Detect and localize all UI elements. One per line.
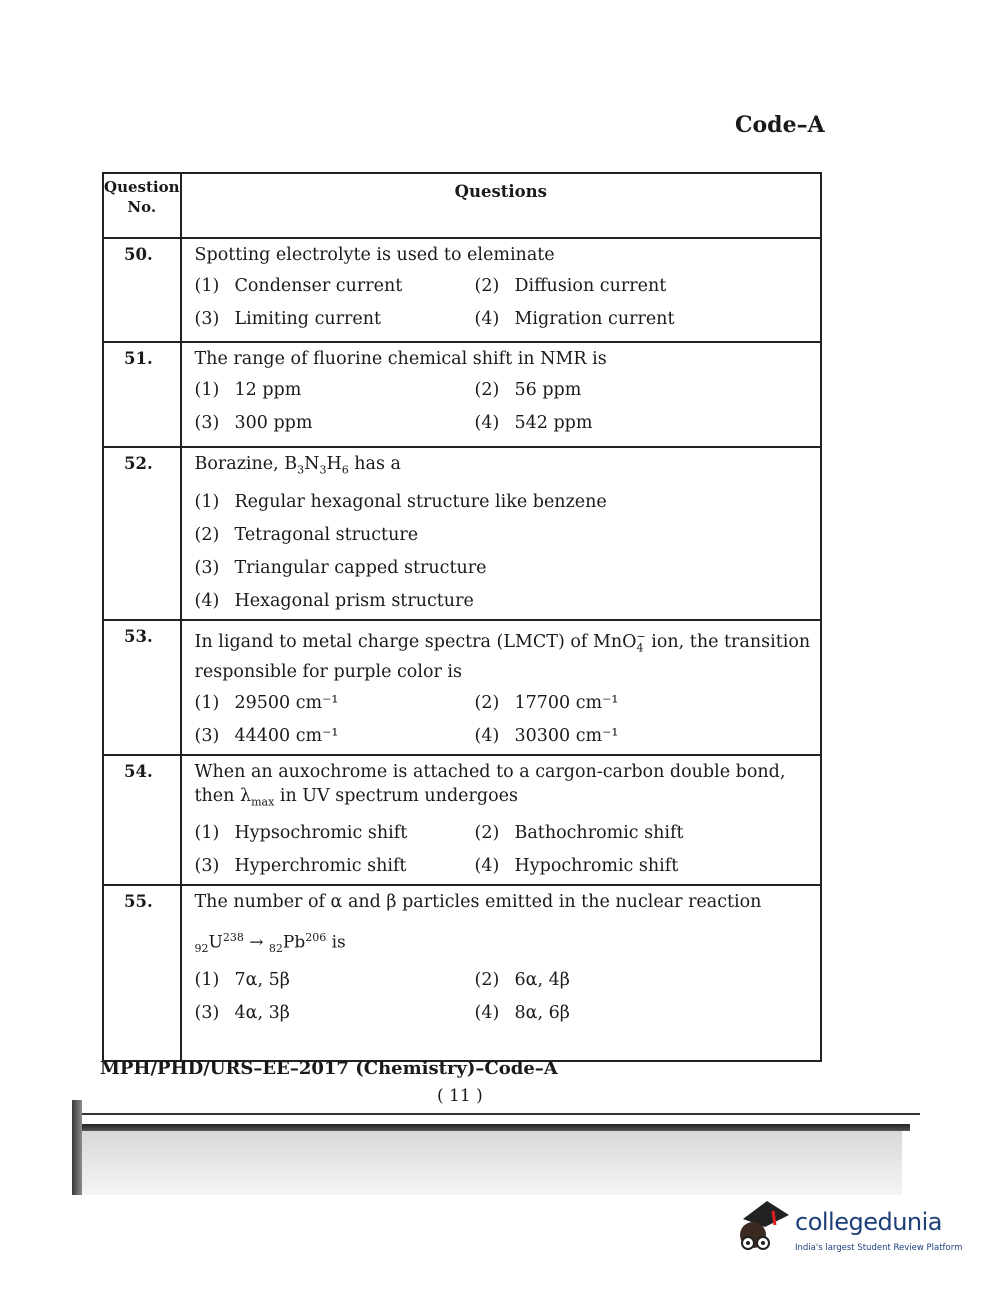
options-grid [195,274,817,331]
options-grid [195,378,817,435]
options-grid [195,968,817,1025]
question-row [103,885,821,1061]
formula-subscript: 3 [319,463,327,477]
option-number: (4) [474,1003,500,1024]
option-number: (1) [194,970,220,991]
option-text: Hypochromic shift [514,856,679,877]
question-stem: The range of fluorine chemical shift in NMR is [194,349,607,369]
question-stem: The number of α and β particles emitted in the nuclear reaction [194,892,762,913]
option-number: (4) [474,413,500,433]
question-number: 55. [103,885,181,1061]
question-body [181,620,822,755]
option-text: 300 ppm [234,413,313,433]
option [475,854,817,878]
option-text: Condenser current [234,276,403,296]
question-stem [195,452,817,483]
option-text: 29500 cm⁻¹ [234,692,339,713]
table-header-row [103,173,821,238]
option [195,411,475,435]
question-stem: Spotting electrolyte is used to eleminate [194,245,555,265]
questions-table [102,172,822,1062]
reaction-tail: is [331,932,346,953]
option [195,274,475,298]
option-number: (4) [474,309,500,329]
option [195,523,817,547]
question-row [103,620,821,755]
question-body [181,755,822,886]
lambda-subscript: max [251,795,275,809]
question-number: 54. [103,755,181,886]
scan-edge-line [80,1113,920,1115]
option-text: Triangular capped structure [234,557,487,578]
option-text: 4α, 3β [234,1003,290,1024]
option [195,556,817,580]
option [195,821,475,845]
mass-number: 206 [305,931,327,945]
option-text: Bathochromic shift [514,823,684,844]
formula-subscript: 6 [341,463,349,477]
option-text: Hyperchromic shift [234,856,407,877]
option-number: (1) [194,823,220,844]
question-row [103,342,821,447]
option [195,589,817,613]
options-list [195,490,817,613]
element-symbol: Pb [282,932,306,953]
atomic-number: 82 [268,942,283,956]
formula-element: H [326,454,342,474]
option-number: (1) [194,491,220,512]
question-number: 53. [103,620,181,755]
stem-suffix: has a [348,454,401,474]
option-number: (2) [194,524,220,545]
formula-element: N [304,454,320,474]
option-text: 44400 cm⁻¹ [234,725,339,746]
option-number: (3) [194,725,220,746]
option-number: (1) [194,276,220,296]
scan-left-edge [72,1100,82,1195]
option [475,724,817,748]
option [195,378,475,402]
formula-element: B [284,454,298,474]
logo-tagline: India's largest Student Review Platform [795,1243,963,1253]
option-number: (1) [194,692,220,713]
question-number: 52. [103,447,181,620]
option-number: (2) [474,276,500,296]
option-number: (3) [194,1003,220,1024]
option-number: (4) [194,590,220,611]
atomic-number: 92 [194,942,209,956]
option [195,724,475,748]
option-text: Diffusion current [514,276,667,296]
options-grid [195,691,817,748]
option-number: (2) [474,692,500,713]
paper-code: Code–A [735,112,825,138]
collegedunia-logo[interactable] [735,1195,963,1265]
questions-header: Questions [181,173,822,238]
question-number: 50. [103,238,181,342]
stem-suffix: ion, the transition responsible for purple color is [194,631,811,682]
question-no-header-line1: Question [104,178,180,196]
option-number: (3) [194,309,220,329]
option [475,307,817,331]
stem-prefix: In ligand to metal charge spectra (LMCT) of MnO [194,631,637,652]
option [195,854,475,878]
scan-edge-shadow [80,1124,910,1131]
option [475,274,817,298]
option-number: (3) [194,856,220,877]
lambda-symbol: λ [240,785,252,806]
option-text: 12 ppm [234,380,302,400]
option [475,378,817,402]
option-text: 6α, 4β [514,970,570,991]
question-number: 51. [103,342,181,447]
option-text: 17700 cm⁻¹ [514,692,619,713]
question-stem [195,625,817,684]
option [475,411,817,435]
options-grid [195,821,817,878]
option-text: Migration current [514,309,675,329]
reaction-arrow: → [249,932,264,953]
option-text: 542 ppm [514,413,593,433]
option-text: 8α, 6β [514,1003,570,1024]
stem-prefix: When an auxochrome is attached to a cargon-carbon double bond, then [194,761,786,806]
option-number: (2) [474,823,500,844]
stem-prefix: Borazine, [194,454,285,474]
formula-subscript: 3 [297,463,305,477]
question-body [181,885,822,1061]
option [475,821,817,845]
question-body [181,342,822,447]
option [195,490,817,514]
option [475,1001,817,1025]
question-row [103,447,821,620]
ion-subscript: 4 [636,640,644,654]
option-text: Hypsochromic shift [234,823,408,844]
paper-footer-title: MPH/PHD/URS–EE–2017 (Chemistry)–Code–A [100,1058,558,1079]
question-row [103,238,821,342]
option [195,307,475,331]
question-row [103,755,821,886]
option-text: Regular hexagonal structure like benzene [234,491,607,512]
element-symbol: U [208,932,223,953]
option-number: (4) [474,856,500,877]
ion-charge: − [636,629,646,643]
logo-wordmark: collegedunia [795,1208,943,1236]
question-stem [195,760,817,815]
option [195,691,475,715]
option-number: (3) [194,413,220,433]
option-text: Hexagonal prism structure [234,590,474,611]
question-no-header [103,173,181,238]
question-body [181,447,822,620]
stem-suffix: in UV spectrum undergoes [274,785,518,806]
option-number: (2) [474,380,500,400]
option [195,968,475,992]
question-body [181,238,822,342]
option-text: 7α, 5β [234,970,290,991]
option-text: 56 ppm [514,380,582,400]
question-no-header-line2: No. [127,198,157,216]
option [195,1001,475,1025]
option-text: 30300 cm⁻¹ [514,725,619,746]
mascot-icon [735,1197,795,1261]
option-number: (3) [194,557,220,578]
option-number: (4) [474,725,500,746]
option-number: (2) [474,970,500,991]
option [475,968,817,992]
nuclear-reaction [195,926,817,961]
option [475,691,817,715]
mass-number: 238 [222,931,244,945]
option-number: (1) [194,380,220,400]
option-text: Limiting current [234,309,382,329]
option-text: Tetragonal structure [234,524,419,545]
scan-shade [82,1131,902,1195]
page-number: ( 11 ) [437,1086,483,1106]
